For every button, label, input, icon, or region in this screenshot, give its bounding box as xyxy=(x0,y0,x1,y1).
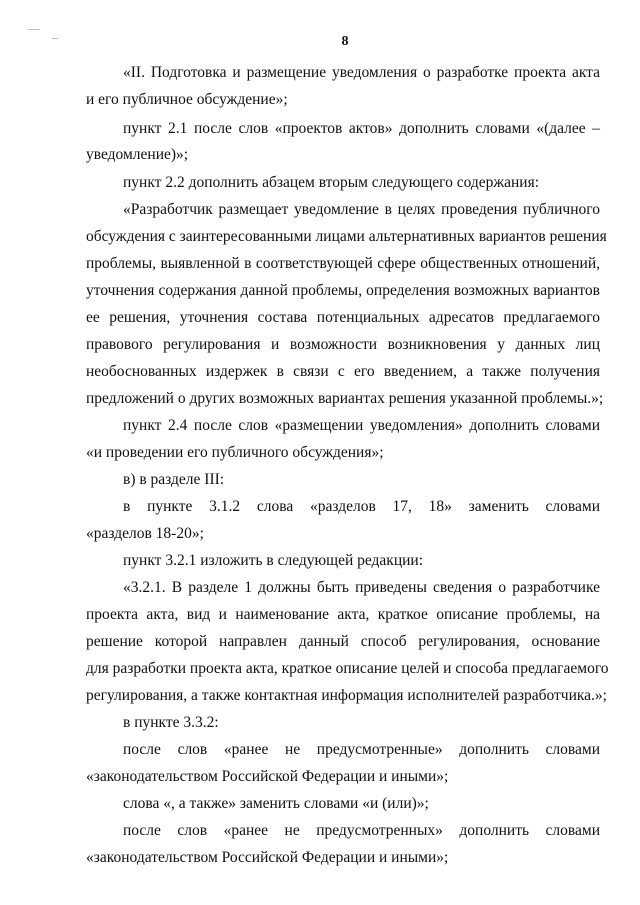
text-line: «Разработчик размещает уведомление в целях проведения публичного xyxy=(123,201,600,218)
text-line: после слов «ранее не предусмотренных» дополнить словами xyxy=(123,822,600,839)
text-line: необоснованных издержек в связи с его введением, а также получения xyxy=(86,363,600,380)
scan-mark xyxy=(28,29,40,30)
text-line: решение которой направлен данный способ регулирования, основание xyxy=(86,633,600,650)
text-line: в пункте 3.3.2: xyxy=(123,714,219,731)
text-line: пункт 2.2 дополнить абзацем вторым следующего содержания: xyxy=(123,174,540,191)
text-line: пункт 2.4 после слов «размещении уведомления» дополнить словами xyxy=(123,417,600,434)
text-line: в пункте 3.1.2 слова «разделов 17, 18» заменить словами xyxy=(123,498,600,515)
text-line: уведомление)»; xyxy=(86,146,189,163)
text-line: «и проведении его публичного обсуждения»; xyxy=(86,444,384,461)
text-line: для разработки проекта акта, краткое описание целей и способа предлагаемого xyxy=(86,660,609,677)
text-line: после слов «ранее не предусмотренные» дополнить словами xyxy=(123,741,600,758)
text-line: ее решения, уточнения состава потенциальных адресатов предлагаемого xyxy=(86,309,600,326)
text-line: «законодательством Российской Федерации и иными»; xyxy=(86,849,449,866)
text-line: проекта акта, вид и наименование акта, краткое описание проблемы, на xyxy=(86,606,600,623)
text-line: обсуждения с заинтересованными лицами альтернативных вариантов решения xyxy=(86,228,607,245)
text-line: «законодательством Российской Федерации и иными»; xyxy=(86,768,449,785)
text-line: в) в разделе III: xyxy=(123,471,225,488)
text-line: уточнения содержания данной проблемы, определения возможных вариантов xyxy=(86,282,600,299)
text-line: пункт 2.1 после слов «проектов актов» дополнить словами «(далее – xyxy=(123,120,600,137)
text-line: проблемы, выявленной в соответствующей сфере общественных отношений, xyxy=(86,255,600,272)
text-line: и его публичное обсуждение»; xyxy=(86,91,288,108)
page-number: 8 xyxy=(341,34,349,49)
text-line: слова «, а также» заменить словами «и (или)»; xyxy=(123,795,429,812)
text-line: пункт 3.2.1 изложить в следующей редакции: xyxy=(123,552,424,569)
text-line: предложений о других возможных вариантах решения указанной проблемы.»; xyxy=(86,390,604,407)
text-line: регулирования, а также контактная информация исполнителей разработчика.»; xyxy=(86,687,607,704)
text-line: «3.2.1. В разделе 1 должны быть приведены сведения о разработчике xyxy=(123,579,600,596)
text-line: правового регулирования и возможности возникновения у данных лиц xyxy=(86,336,600,353)
text-line: «II. Подготовка и размещение уведомления о разработке проекта акта xyxy=(123,64,600,81)
text-line: «разделов 18-20»; xyxy=(86,525,204,542)
